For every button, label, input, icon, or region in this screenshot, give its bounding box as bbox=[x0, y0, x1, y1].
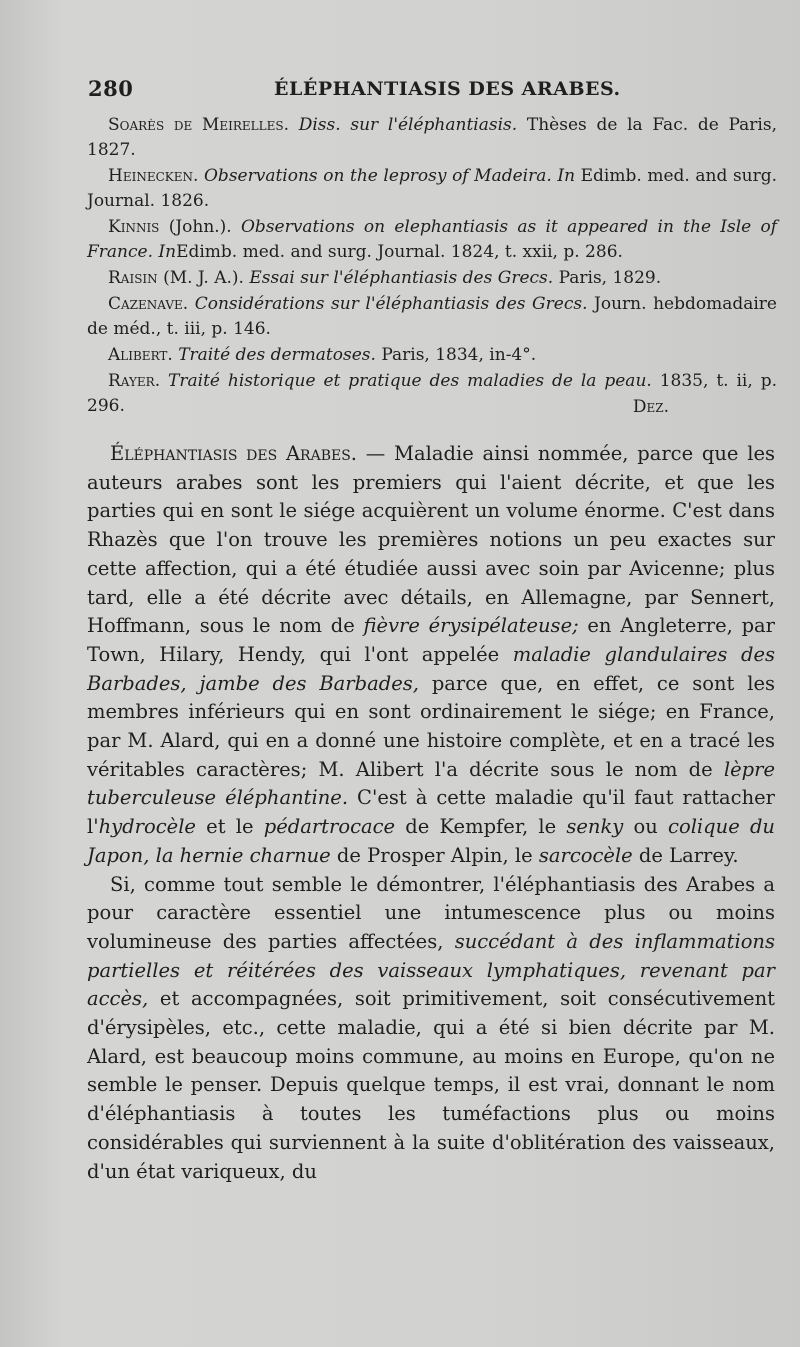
entry-author: Heinecken. bbox=[108, 166, 199, 186]
entry-author: Alibert. bbox=[108, 345, 173, 365]
entry-title: Diss. sur l'éléphantiasis. bbox=[298, 115, 518, 135]
italic-term: hydrocèle bbox=[98, 815, 196, 839]
italic-term: fièvre érysipélateuse; bbox=[363, 614, 579, 638]
text-run: de Kempfer, le bbox=[395, 815, 567, 839]
text-run: — Maladie ainsi nommée, parce que les auteurs arabes sont les premiers qui l'aient décrite, et que les parties qui en sont le siége acquièrent un volume énorme. C'est dans Rhazès que l'on trouve les premières notions un peu exactes sur cette affection, qui a été étudiée aussi avec soin par Avicenne; plus tard, elle a été décrite avec détails, en Allemagne, par Sennert, Hoffmann, sous le nom de bbox=[87, 442, 775, 638]
bibliography-entry bbox=[87, 343, 777, 368]
article-heading: Éléphantiasis des Arabes. bbox=[110, 442, 358, 465]
text-run: Si, comme tout semble le démontrer, l'éléphantiasis des Arabes a pour caractère essentiel une intumescence plus ou moins volumineuse des parties affectées, bbox=[87, 872, 775, 953]
italic-term: pédartrocace bbox=[263, 815, 396, 839]
italic-term: sarcocèle bbox=[538, 843, 633, 867]
author-signature: Dez. bbox=[632, 397, 669, 417]
entry-title: Traité historique et pratique des maladies de la peau. bbox=[168, 371, 652, 391]
text-run: en Angleterre, par Town, Hilary, Hendy, qui l'ont appelée bbox=[87, 614, 775, 666]
text-run: parce que, en effet, ce sont les membres inférieurs qui en sont ordinairement le siége; en France, par M. Alard, qui en a donné une histoire complète, et en a tracé les véritables caractères; M. Alibert l'a décrite sous le nom de bbox=[87, 671, 776, 781]
italic-term: colique du Japon, la hernie charnue bbox=[87, 815, 775, 867]
entry-author: Rayer. bbox=[108, 371, 161, 391]
page-header bbox=[88, 76, 768, 106]
page-number: 280 bbox=[88, 76, 134, 101]
text-run: C'est à cette maladie qu'il faut rattacher l' bbox=[87, 786, 775, 839]
entry-details: Thèses de la Fac. de Paris, 1827. bbox=[87, 115, 777, 160]
entry-author: Raisin bbox=[108, 268, 158, 288]
text-run: de Larrey. bbox=[632, 843, 739, 867]
entry-author: Kinnis bbox=[108, 217, 160, 237]
text-run: ou bbox=[623, 815, 669, 839]
italic-term: senky bbox=[566, 815, 624, 839]
article-body bbox=[87, 440, 775, 1186]
italic-term: succédant à des inflammations partielles et réitérées des vaisseaux lymphatiques, revenant par accès, bbox=[87, 929, 775, 1011]
entry-details: Paris, 1834, in-4°. bbox=[381, 345, 537, 365]
running-title: ÉLÉPHANTIASIS DES ARABES. bbox=[274, 78, 621, 100]
entry-details: Edimb. med. and surg. Journal. 1824, t. xxii, p. 286. bbox=[176, 242, 623, 262]
entry-title: Considérations sur l'éléphantiasis des Grecs. bbox=[194, 294, 588, 314]
entry-title: Essai sur l'éléphantiasis des Grecs. bbox=[249, 268, 554, 288]
entry-in: In bbox=[158, 242, 177, 262]
italic-term: lèpre tuberculeuse éléphantine. bbox=[87, 757, 775, 810]
entry-in: In bbox=[557, 166, 576, 186]
bibliography bbox=[87, 113, 777, 420]
entry-author-extra: (M. J. A.). bbox=[163, 268, 244, 288]
italic-term: maladie glandulaires des Barbades, jambe des Barbades, bbox=[87, 642, 776, 695]
bibliography-entry bbox=[87, 292, 777, 342]
entry-author-extra: (John.). bbox=[168, 217, 232, 237]
entry-title: Observations on elephantiasis as it appeared in the Isle of France. bbox=[87, 217, 778, 262]
entry-author: Soarès de Meirelles. bbox=[108, 115, 290, 135]
text-run: et accompagnées, soit primitivement, soit consécutivement d'érysipèles, etc., cette maladie, qui a été si bien décrite par M. Alard, est beaucoup moins commune, au moins en Europe, qu'on ne semble le penser. Depuis quelque temps, il est vrai, donnant le nom d'éléphantiasis à toutes les tuméfactions plus ou moins considérables qui surviennent à la suite d'oblitération des vaisseaux, d'un état variqueux, du bbox=[87, 987, 775, 1183]
bibliography-entry bbox=[87, 266, 777, 291]
entry-title: Traité des dermatoses. bbox=[178, 345, 376, 365]
bibliography-entry bbox=[87, 215, 777, 265]
bibliography-entry bbox=[87, 113, 777, 163]
text-run: et le bbox=[195, 815, 264, 839]
article-paragraph bbox=[87, 440, 775, 871]
entry-details: Journ. hebdomadaire de méd., t. iii, p. 146. bbox=[87, 294, 777, 339]
bibliography-entry bbox=[87, 164, 777, 214]
entry-details: Edimb. med. and surg. Journal. 1826. bbox=[87, 166, 778, 211]
entry-details: 1835, t. ii, p. 296. bbox=[87, 371, 777, 416]
entry-details: Paris, 1829. bbox=[558, 268, 662, 288]
text-run: de Prosper Alpin, le bbox=[330, 843, 539, 867]
article-paragraph bbox=[87, 871, 775, 1187]
entry-title: Observations on the leprosy of Madeira. bbox=[204, 166, 552, 186]
entry-author: Cazenave. bbox=[108, 294, 189, 314]
